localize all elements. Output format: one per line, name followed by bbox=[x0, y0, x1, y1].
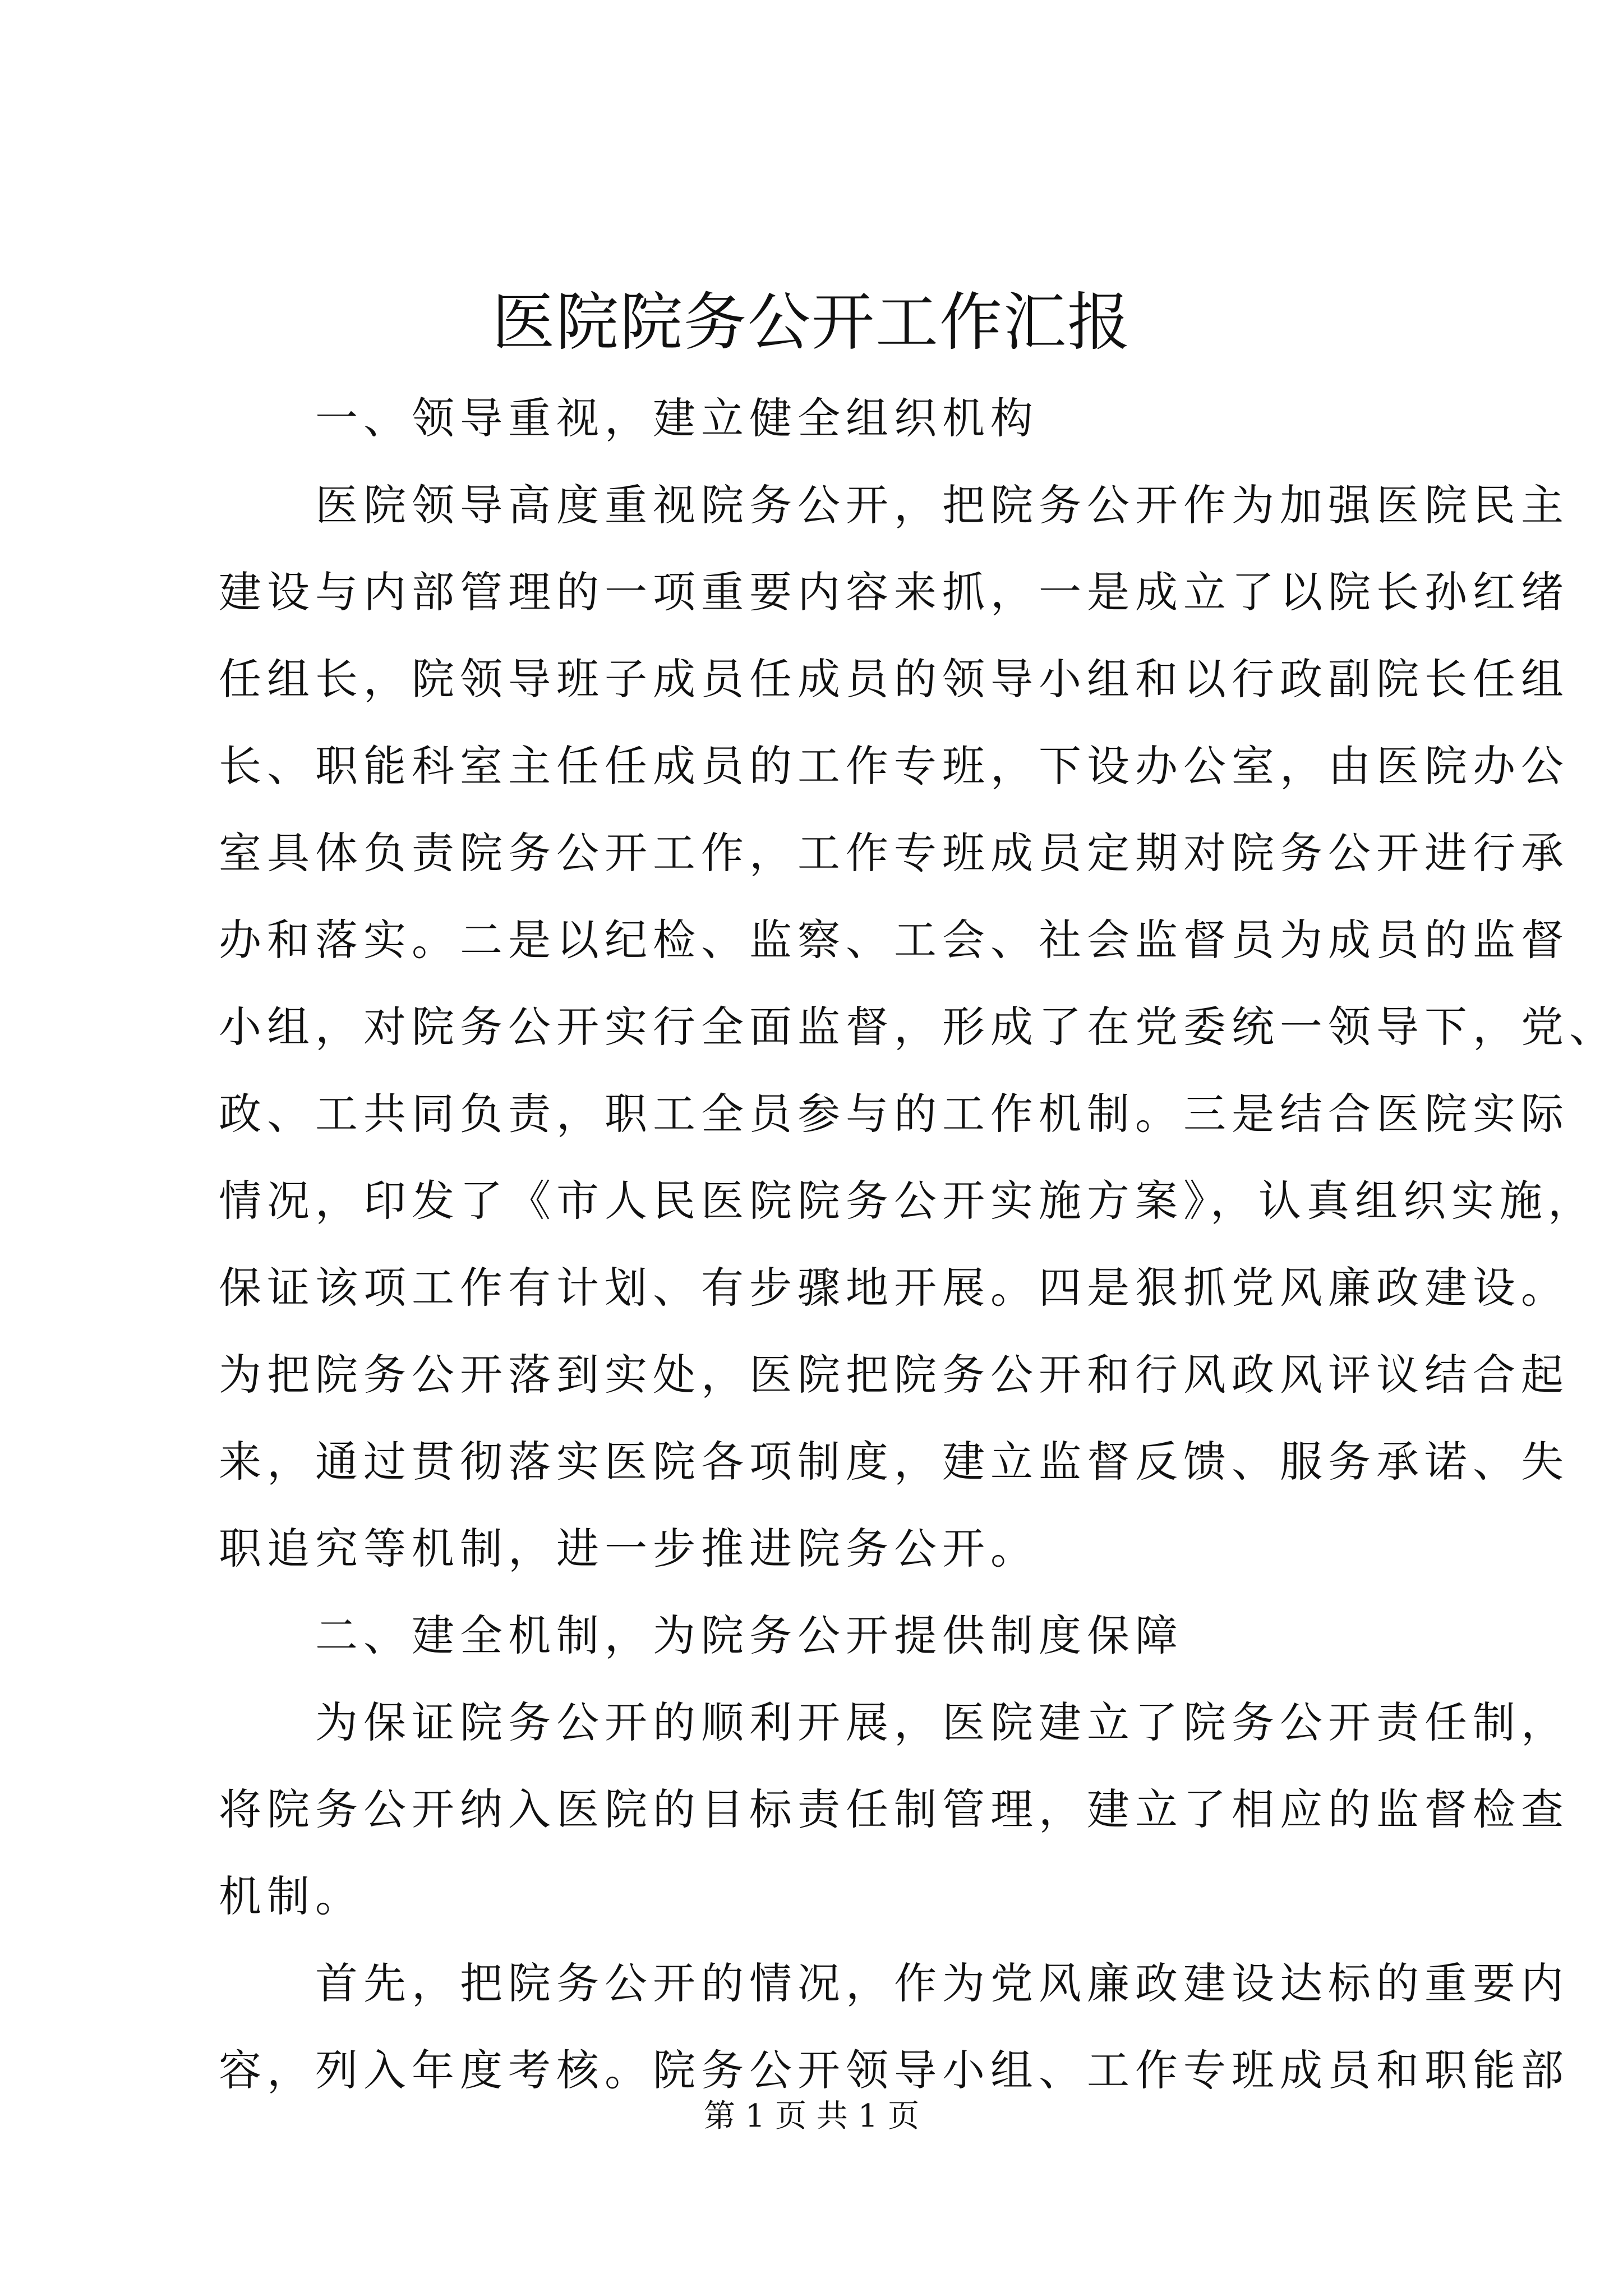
body-line: 室具体负责院务公开工作，工作专班成员定期对院务公开进行承 bbox=[219, 828, 1569, 878]
document-title: 医院院务公开工作汇报 bbox=[492, 286, 1131, 359]
document-body bbox=[219, 375, 1617, 2114]
body-line: 来，通过贯彻落实医院各项制度，建立监督反馈、服务承诺、失 bbox=[219, 1437, 1569, 1487]
body-line: 容，列入年度考核。院务公开领导小组、工作专班成员和职能部 bbox=[219, 2045, 1569, 2095]
body-line: 首先，把院务公开的情况，作为党风廉政建设达标的重要内 bbox=[219, 1958, 1569, 2008]
body-line: 任组长，院领导班子成员任成员的领导小组和以行政副院长任组 bbox=[219, 654, 1569, 704]
body-line: 保证该项工作有计划、有步骤地开展。四是狠抓党风廉政建设。 bbox=[219, 1263, 1569, 1313]
body-line: 小组，对院务公开实行全面监督，形成了在党委统一领导下，党、 bbox=[219, 1002, 1617, 1052]
body-line: 政、工共同负责，职工全员参与的工作机制。三是结合医院实际 bbox=[219, 1089, 1569, 1139]
page-footer: 第 1 页 共 1 页 bbox=[703, 2098, 920, 2134]
body-line: 将院务公开纳入医院的目标责任制管理，建立了相应的监督检查 bbox=[219, 1784, 1569, 1834]
body-line: 长、职能科室主任任成员的工作专班，下设办公室，由医院办公 bbox=[219, 741, 1569, 791]
body-line: 为保证院务公开的顺利开展，医院建立了院务公开责任制， bbox=[219, 1697, 1569, 1747]
body-line: 机制。 bbox=[219, 1871, 363, 1921]
body-line: 二、建全机制，为院务公开提供制度保障 bbox=[219, 1611, 1183, 1660]
body-line: 办和落实。二是以纪检、监察、工会、社会监督员为成员的监督 bbox=[219, 915, 1569, 965]
body-line: 为把院务公开落到实处，医院把院务公开和行风政风评议结合起 bbox=[219, 1350, 1569, 1400]
body-line: 医院领导高度重视院务公开，把院务公开作为加强医院民主 bbox=[219, 480, 1569, 530]
body-line: 一、领导重视，建立健全组织机构 bbox=[219, 393, 1039, 443]
body-line: 情况，印发了《市人民医院院务公开实施方案》，认真组织实施， bbox=[219, 1176, 1596, 1226]
body-line: 职追究等机制，进一步推进院务公开。 bbox=[219, 1524, 1039, 1573]
body-line: 建设与内部管理的一项重要内容来抓，一是成立了以院长孙红绪 bbox=[219, 567, 1569, 617]
